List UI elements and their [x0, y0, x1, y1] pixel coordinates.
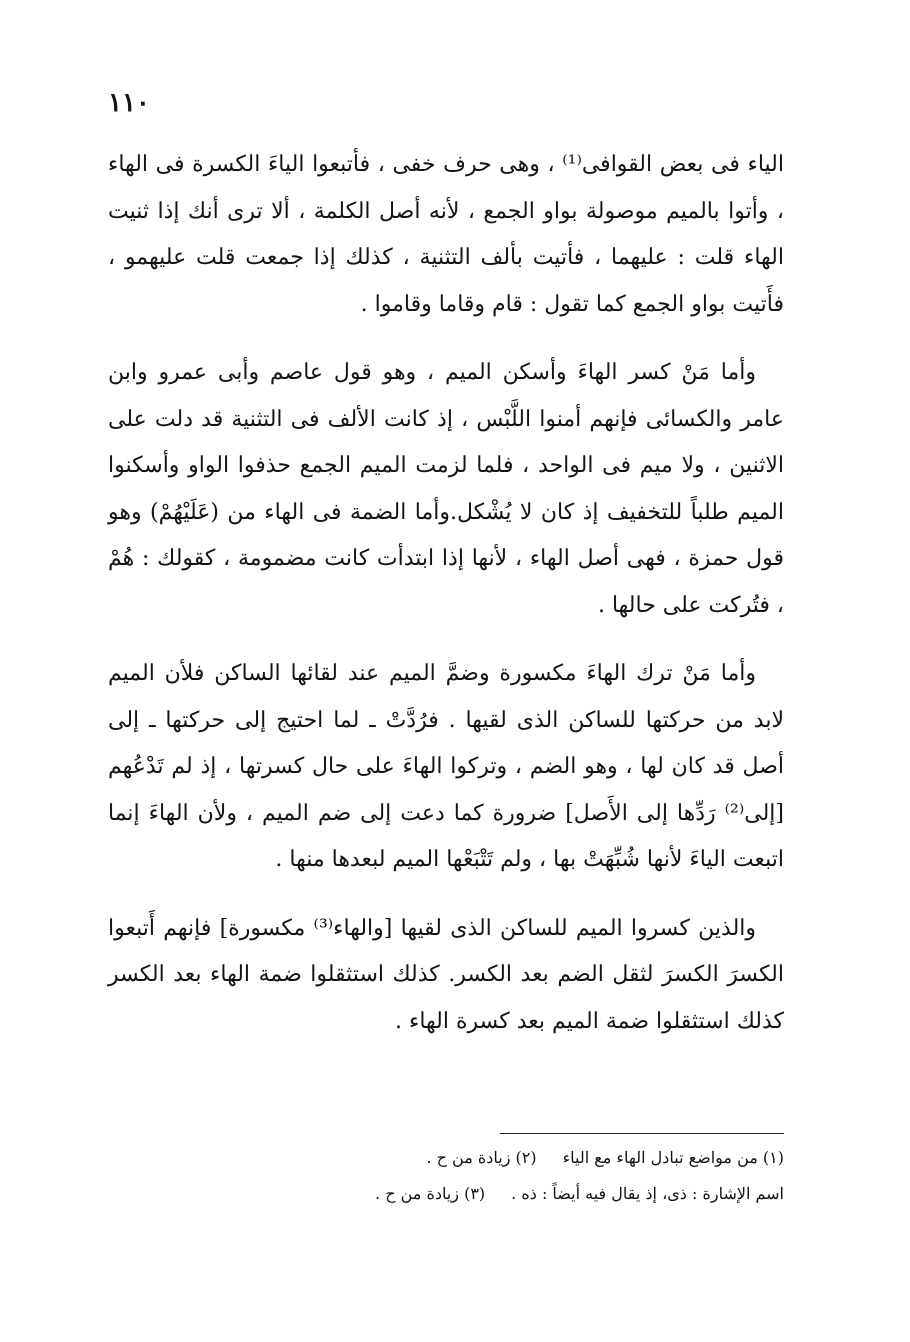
footnote-1-text: (١) من مواضع تبادل الهاء مع الياء [562, 1148, 784, 1167]
footnote-1-continued: اسم الإشارة : ذى، إذ يقال فيه أيضاً : ذه . [511, 1184, 784, 1203]
footnote-separator [500, 1133, 784, 1134]
paragraph-4: والذين كسروا الميم للساكن الذى لقيها [والهاء⁽³⁾ مكسورة] فإنهم أَتبعوا الكسرَ الكسرَ لثقل الضم بعد الكسر. كذلك استثقلوا ضمة الهاء بعد الكسر كذلك استثقلوا ضمة الميم بعد كسرة الهاء . [108, 915, 784, 1034]
page-number: ١١٠ [108, 88, 150, 118]
footnote-2-text: (٢) زيادة من ح . [426, 1148, 537, 1167]
paragraph-3: وأما مَنْ ترك الهاءَ مكسورة وضمَّ الميم عند لقائها الساكن فلأن الميم لابد من حركتها للساكن الذى لقيها . فرُدَّتْ ـ لما احتيج إلى حركتها ـ إلى أصل قد كان لها ، وهو الضم ، وتركوا الهاءَ على حال كسرتها ، إذ لم تَدْعُهم [إلى⁽²⁾ رَدِّها إلى الأَصل] ضرورة كما دعت إلى ضم الميم ، ولأن الهاءَ إنما اتبعت الياءَ لأنها شُبِّهَتْ بها ، ولم تَتْبَعْها الميم لبعدها منها . [108, 661, 784, 872]
main-text [108, 142, 784, 1067]
footnotes [240, 1140, 784, 1212]
footnote-line-1 [240, 1140, 784, 1176]
paragraph-1: الياء فى بعض القوافى⁽¹⁾ ، وهى حرف خفى ، فأتبعوا الياءَ الكسرة فى الهاء ، وأتوا بالميم موصولة بواو الجمع ، لأنه أصل الكلمة ، ألا ترى أنك إذا ثنيت الهاء قلت : عليهما ، فأتيت بألف التثنية ، كذلك إذا جمعت قلت عليهمو ، فأَتيت بواو الجمع كما تقول : قام وقاما وقاموا . [108, 152, 785, 317]
paragraph-2: وأما مَنْ كسر الهاءَ وأسكن الميم ، وهو قول عاصم وأبى عمرو وابن عامر والكسائى فإنهم أمنوا اللَّبْس ، إذ كانت الألف فى التثنية قد دلت على الاثنين ، ولا ميم فى الواحد ، فلما لزمت الميم الجمع حذفوا الواو وأسكنوا الميم طلباً للتخفيف إذ كان لا يُشْكل.وأما الضمة فى الهاء من (عَلَيْهُمْ) وهو قول حمزة ، فهى أصل الهاء ، لأنها إذا ابتدأت كانت مضمومة ، كقولك : هُمْ ، فتُركت على حالها . [108, 360, 784, 618]
footnote-line-2 [240, 1176, 784, 1212]
footnote-3-text: (٣) زيادة من ح . [375, 1184, 486, 1203]
